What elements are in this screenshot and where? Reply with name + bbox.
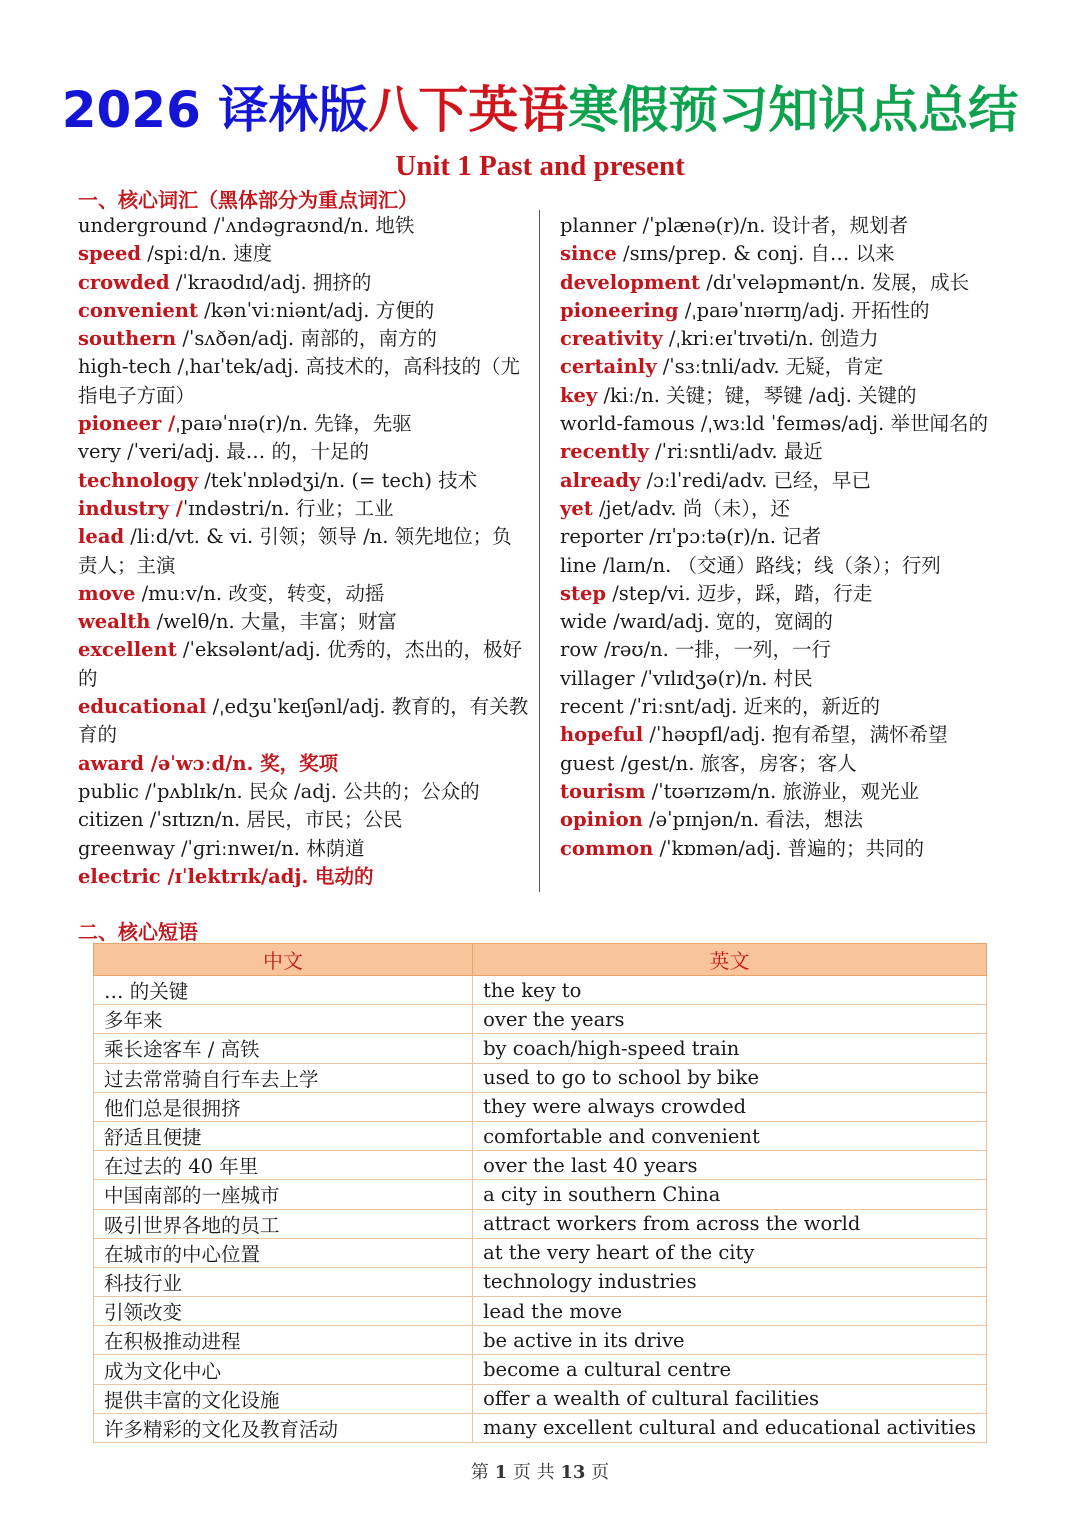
vocab-word: citizen — [78, 808, 144, 832]
vocab-entry — [78, 410, 530, 438]
vocab-entry — [78, 693, 530, 750]
cell-english: the key to — [473, 976, 987, 1005]
vocab-definition: /ˈsɜːtnli/adv. 无疑，肯定 — [656, 355, 884, 379]
footer-total-pages: 13 — [560, 1462, 586, 1483]
cell-english: lead the move — [473, 1297, 987, 1326]
cell-chinese: 许多精彩的文化及教育活动 — [94, 1413, 473, 1442]
vocab-entry — [560, 297, 1000, 325]
cell-chinese: 在过去的 40 年里 — [94, 1151, 473, 1180]
vocab-word: high-tech — [78, 355, 172, 379]
cell-english: at the very heart of the city — [473, 1238, 987, 1267]
vocab-entry — [78, 750, 530, 778]
vocab-definition: /ˈtʊərɪzəm/n. 旅游业，观光业 — [645, 779, 919, 803]
vocab-definition: /jet/adv. 尚（未），还 — [592, 496, 790, 520]
cell-english: attract workers from across the world — [473, 1209, 987, 1238]
vocab-word: tourism — [560, 779, 646, 803]
vocab-entry — [78, 438, 530, 466]
title-part1: 译林版 — [218, 81, 369, 139]
vocab-word: key — [560, 383, 598, 407]
vocab-entry — [78, 523, 530, 580]
vocab-definition: /rɪˈpɔːtə(r)/n. 记者 — [643, 525, 822, 549]
vocab-definition: /ˌpaɪəˈnɪərɪŋ/adj. 开拓性的 — [678, 298, 930, 322]
vocab-entry — [78, 580, 530, 608]
vocab-word: crowded — [78, 270, 170, 294]
table-header-row — [94, 944, 987, 976]
vocab-entry — [78, 325, 530, 353]
table-row — [94, 1121, 987, 1150]
vocab-word: public — [78, 779, 139, 803]
vocab-definition: /kiː/n. 关键；键，琴键 /adj. 关键的 — [597, 383, 917, 407]
vocab-definition: /ˈsɪtɪzn/n. 居民，市民；公民 — [143, 808, 403, 832]
vocab-definition: /əˈpɪnjən/n. 看法，想法 — [642, 808, 863, 832]
vocab-entry — [78, 806, 530, 834]
vocab-word: guest — [560, 751, 615, 775]
vocab-definition: /spiːd/n. 速度 — [141, 242, 273, 266]
vocab-definition: /dɪˈveləpmənt/n. 发展，成长 — [700, 270, 970, 294]
vocab-definition: /ˈkraʊdɪd/adj. 拥挤的 — [169, 270, 372, 294]
title-part2: 八下英语 — [368, 81, 569, 139]
cell-chinese: … 的关键 — [94, 976, 473, 1005]
vocab-definition: /ˈplænə(r)/n. 设计者，规划者 — [636, 214, 909, 237]
vocab-definition: /tekˈnɒlədʒi/n. (= tech) 技术 — [198, 468, 478, 492]
vocab-entry — [560, 212, 1000, 240]
vocab-word: underground — [78, 214, 208, 237]
cell-chinese: 引领改变 — [94, 1297, 473, 1326]
vocab-entry — [78, 269, 530, 297]
cell-chinese: 提供丰富的文化设施 — [94, 1384, 473, 1413]
cell-chinese: 过去常常骑自行车去上学 — [94, 1063, 473, 1092]
vocab-entry — [78, 835, 530, 863]
vocab-entry — [560, 495, 1000, 523]
vocab-word: educational — [78, 695, 207, 719]
vocab-word: wide — [560, 610, 607, 634]
vocab-word: move — [78, 581, 136, 605]
table-row — [94, 1063, 987, 1092]
cell-chinese: 吸引世界各地的员工 — [94, 1209, 473, 1238]
vocab-entry — [560, 325, 1000, 353]
vocab-word: villager — [560, 666, 635, 690]
table-row — [94, 1209, 987, 1238]
vocab-entry — [560, 438, 1000, 466]
vocab-word: since — [560, 242, 617, 266]
table-row — [94, 1326, 987, 1355]
footer-mid: 页 共 — [512, 1462, 555, 1483]
vocab-entry — [560, 778, 1000, 806]
vocab-entry — [560, 580, 1000, 608]
vocab-entry — [560, 467, 1000, 495]
vocab-word: recent — [560, 695, 624, 719]
vocab-definition: /ɔːlˈredi/adv. 已经，早已 — [640, 468, 872, 492]
vocab-word: development — [560, 270, 701, 294]
title-part3: 寒假预习知识点总结 — [568, 81, 1019, 139]
vocab-definition: /ˈvɪlɪdʒə(r)/n. 村民 — [634, 666, 813, 690]
cell-chinese: 在积极推动进程 — [94, 1326, 473, 1355]
table-row — [94, 1413, 987, 1442]
vocab-entry — [78, 863, 530, 891]
unit-title: Unit 1 Past and present — [395, 150, 685, 182]
vocab-word: creativity — [560, 327, 663, 351]
vocab-entry — [560, 806, 1000, 834]
vocab-entry — [560, 693, 1000, 721]
vocab-definition: /ˈeksələnt/adj. 优秀的，杰出的，极好的 — [78, 638, 523, 690]
vocab-word: pioneering — [560, 298, 679, 322]
vocab-definition: /ˈsʌðən/adj. 南部的，南方的 — [176, 327, 437, 351]
cell-chinese: 成为文化中心 — [94, 1355, 473, 1384]
vocab-word: very — [78, 440, 121, 464]
vocab-word: lead — [78, 525, 125, 549]
section-heading-phrases: 二、核心短语 — [78, 920, 198, 944]
title-year: 2026 — [61, 81, 201, 139]
vocab-definition: /ˌhaɪˈtek/adj. 高技术的，高科技的（尤指电子方面） — [78, 355, 521, 407]
vocab-word: electric /ɪˈlektrɪk/adj. 电动的 — [78, 864, 374, 888]
vocab-entry — [560, 410, 1000, 438]
vocab-definition: /ˌkriːeɪˈtɪvəti/n. 创造力 — [662, 327, 879, 351]
table-row — [94, 1005, 987, 1034]
cell-english: they were always crowded — [473, 1092, 987, 1121]
cell-chinese: 乘长途客车 / 高铁 — [94, 1034, 473, 1063]
cell-chinese: 多年来 — [94, 1005, 473, 1034]
vocab-word: southern — [78, 327, 177, 351]
vocab-entry — [560, 523, 1000, 551]
vocab-word: row — [560, 638, 598, 662]
vocab-definition: /ˈɡriːnweɪ/n. 林荫道 — [174, 836, 365, 860]
vocab-definition: /ˈʌndəɡraʊnd/n. 地铁 — [207, 214, 415, 237]
table-row — [94, 1355, 987, 1384]
cell-english: technology industries — [473, 1267, 987, 1296]
vocab-definition: /ˈriːsnt/adj. 近来的，新近的 — [623, 695, 880, 719]
vocab-word: pioneer / — [78, 412, 176, 436]
vocab-word: line — [560, 553, 597, 577]
cell-english: over the last 40 years — [473, 1151, 987, 1180]
vocab-definition: /ˈpʌblɪk/n. 民众 /adj. 公共的；公众的 — [138, 779, 480, 803]
header-chinese: 中文 — [94, 944, 473, 976]
vocab-word: yet — [560, 496, 593, 520]
vocab-definition: /rəʊ/n. 一排，一列，一行 — [597, 638, 832, 662]
vocab-definition: /ɡest/n. 旅客，房客；客人 — [614, 751, 857, 775]
table-row — [94, 976, 987, 1005]
vocab-word: opinion — [560, 808, 643, 832]
vocab-word: hopeful — [560, 723, 644, 747]
vocab-word: wealth — [78, 610, 151, 634]
footer-suffix: 页 — [591, 1462, 610, 1483]
vocab-word: greenway — [78, 836, 175, 860]
vocab-entry — [78, 636, 530, 693]
vocab-entry — [560, 269, 1000, 297]
vocab-entry — [560, 636, 1000, 664]
cell-chinese: 他们总是很拥挤 — [94, 1092, 473, 1121]
vocab-entry — [78, 240, 530, 268]
cell-english: offer a wealth of cultural facilities — [473, 1384, 987, 1413]
vocab-definition: ˌpaɪəˈnɪə(r)/n. 先锋，先驱 — [175, 412, 412, 436]
vocab-entry — [560, 608, 1000, 636]
vocab-word: industry / — [78, 496, 183, 520]
section-heading-vocab: 一、核心词汇（黑体部分为重点词汇） — [78, 188, 418, 212]
vocab-entry — [78, 495, 530, 523]
page-footer — [0, 1458, 1080, 1484]
vocab-word: certainly — [560, 355, 657, 379]
table-row — [94, 1297, 987, 1326]
vocab-definition: /ˈriːsntli/adv. 最近 — [648, 440, 823, 464]
vocab-entry — [78, 297, 530, 325]
vocab-column-right — [560, 212, 1000, 863]
cell-english: by coach/high-speed train — [473, 1034, 987, 1063]
page-title — [0, 78, 1080, 142]
vocab-entry — [560, 665, 1000, 693]
vocab-definition: /laɪn/n. （交通）路线；线（条）；行列 — [596, 553, 941, 577]
footer-prefix: 第 — [470, 1462, 489, 1483]
vocab-word: recently — [560, 440, 649, 464]
vocab-entry — [560, 552, 1000, 580]
vocab-word: step — [560, 581, 607, 605]
vocab-column-left — [78, 212, 530, 891]
vocab-entry — [560, 240, 1000, 268]
cell-english: a city in southern China — [473, 1180, 987, 1209]
table-row — [94, 1092, 987, 1121]
cell-english: comfortable and convenient — [473, 1121, 987, 1150]
vocab-word: award /əˈwɔːd/n. 奖，奖项 — [78, 751, 339, 775]
cell-chinese: 在城市的中心位置 — [94, 1238, 473, 1267]
cell-chinese: 科技行业 — [94, 1267, 473, 1296]
vocab-definition: /ˌwɜːld ˈfeɪməs/adj. 举世闻名的 — [694, 412, 988, 436]
vocab-word: technology — [78, 468, 199, 492]
vocab-definition: /liːd/vt. & vi. 引领；领导 /n. 领先地位；负责人；主演 — [78, 525, 512, 577]
vocab-entry — [78, 778, 530, 806]
vocab-definition: /ˈhəʊpfl/adj. 抱有希望，满怀希望 — [643, 723, 948, 747]
table-row — [94, 1034, 987, 1063]
vocab-entry — [560, 382, 1000, 410]
vocab-entry — [78, 353, 530, 410]
column-divider — [539, 210, 540, 892]
vocab-definition: /kənˈviːniənt/adj. 方便的 — [197, 298, 435, 322]
vocab-word: convenient — [78, 298, 198, 322]
vocab-definition: /sɪns/prep. & conj. 自… 以来 — [616, 242, 895, 266]
vocab-word: speed — [78, 242, 142, 266]
vocab-entry — [78, 608, 530, 636]
header-english: 英文 — [473, 944, 987, 976]
vocab-word: world-famous — [560, 412, 695, 436]
vocab-definition: /step/vi. 迈步，踩，踏，行走 — [606, 581, 873, 605]
vocab-entry — [78, 212, 530, 240]
vocab-definition: ˈɪndəstri/n. 行业；工业 — [182, 496, 394, 520]
vocab-definition: /ˈkɒmən/adj. 普遍的；共同的 — [653, 836, 924, 860]
vocab-entry — [560, 353, 1000, 381]
table-row — [94, 1267, 987, 1296]
cell-english: be active in its drive — [473, 1326, 987, 1355]
cell-chinese: 中国南部的一座城市 — [94, 1180, 473, 1209]
vocab-word: planner — [560, 214, 637, 237]
vocab-word: reporter — [560, 525, 644, 549]
vocab-word: common — [560, 836, 654, 860]
cell-english: many excellent cultural and educational activities — [473, 1413, 987, 1442]
table-row — [94, 1384, 987, 1413]
table-row — [94, 1180, 987, 1209]
vocab-definition: /welθ/n. 大量，丰富；财富 — [150, 610, 397, 634]
vocab-definition: /ˌedʒuˈkeɪʃənl/adj. 教育的，有关教育的 — [78, 695, 529, 747]
cell-english: used to go to school by bike — [473, 1063, 987, 1092]
footer-page-number: 1 — [494, 1462, 508, 1483]
vocab-entry — [560, 835, 1000, 863]
vocab-definition: /waɪd/adj. 宽的，宽阔的 — [606, 610, 833, 634]
table-row — [94, 1151, 987, 1180]
vocab-entry — [560, 750, 1000, 778]
cell-english: become a cultural centre — [473, 1355, 987, 1384]
cell-chinese: 舒适且便捷 — [94, 1121, 473, 1150]
table-row — [94, 1238, 987, 1267]
vocab-entry — [78, 467, 530, 495]
cell-english: over the years — [473, 1005, 987, 1034]
phrase-table — [93, 943, 987, 1443]
vocab-word: excellent — [78, 638, 177, 662]
vocab-entry — [560, 721, 1000, 749]
vocab-definition: /ˈveri/adj. 最… 的，十足的 — [120, 440, 369, 464]
vocab-definition: /muːv/n. 改变，转变，动摇 — [135, 581, 385, 605]
vocab-word: already — [560, 468, 641, 492]
